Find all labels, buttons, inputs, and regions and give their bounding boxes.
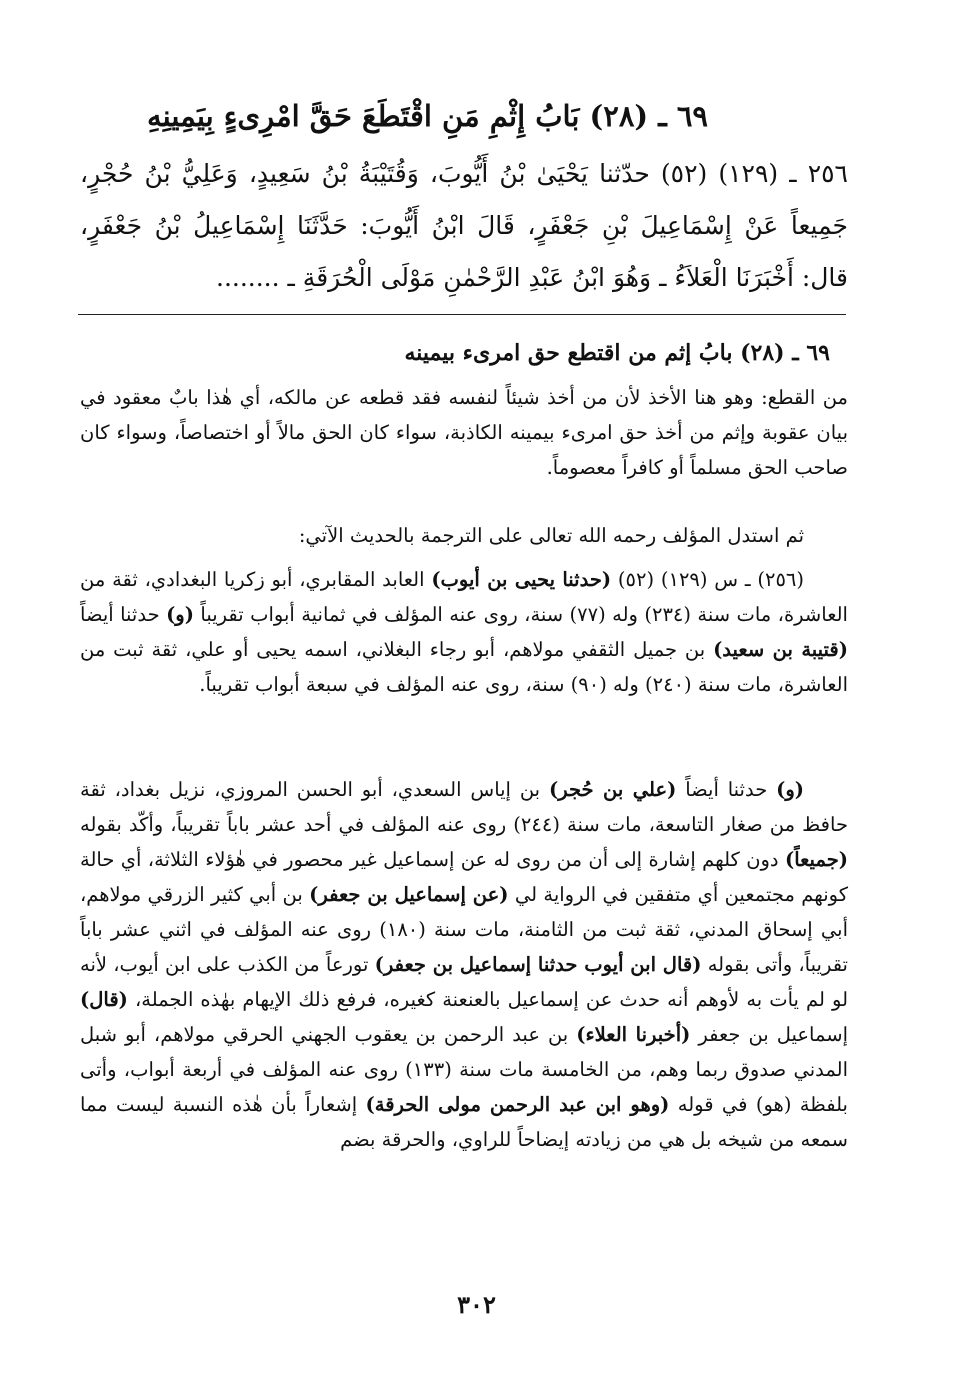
commentary-paragraph-2: ثم استدل المؤلف رحمه الله تعالى على الترجمة بالحديث الآتي:	[298, 524, 804, 547]
text-span: إسماعيل بن جعفر	[698, 1023, 849, 1046]
chapter-title: ٦٩ ـ (٢٨) بَابُ إِثْمِ مَنِ اقْتَطَعَ حَقَّ امْرِىءٍ بِيَمِينِهِ	[147, 99, 708, 133]
text-span: دون كلهم إشارة إلى أن من روى له عن إسماعيل غير محصور في هٰؤلاء الثلاثة، أي حالة كونهم مجتمعين أي متفقين في الرواية لي	[80, 848, 849, 906]
text-span: بن أبي كثير الزرقي مولاهم، أبي إسحاق المدني، ثقة ثبت من الثامنة، مات سنة (١٨٠) روى عنه المؤلف في اثني عشر باباً تقريباً، وأتى بقوله	[80, 883, 848, 976]
narrator-ismail: (عن إسماعيل بن جعفر)	[309, 883, 509, 906]
conjunction-wa: (و)	[776, 778, 805, 801]
text-span: تورعاً من الكذب على ابن أيوب، لأنه لو لم يأت به لأوهم أنه حدث عن إسماعيل بالعنعنة كغيره، فرفع ذلك الإيهام بهٰذه الجملة،	[80, 953, 849, 1011]
text-span: حدثنا أيضاً	[685, 778, 768, 801]
word-qal: (قال)	[80, 988, 128, 1011]
narrator-alaa: (أخبرنا العلاء)	[576, 1023, 691, 1046]
commentary-paragraph-3	[80, 562, 848, 702]
hadith-number-ref: (٢٥٦) ـ س (١٢٩) (٥٢)	[617, 568, 805, 591]
commentary-paragraph-1: من القطع: وهو هنا الأخذ لأن من أخذ شيئاً لنفسه فقد قطعه عن مالكه، أي هٰذا بابٌ معقود في بيان عقوبة وإثم من أخذ حق امرىء بيمينه الكاذبة، سواء كان الحق مالاً أو اختصاصاً، وسواء كان صاحب الحق مسلماً أو كافراً معصوماً.	[80, 386, 848, 479]
quote-mawla-huraqah: (وهو ابن عبد الرحمن مولى الحرقة)	[365, 1093, 670, 1116]
hadith-text: ٢٥٦ ـ (١٢٩) (٥٢) حدّثنا يَحْيَىٰ بْنُ أَيُّوبَ، وَقُتَيْبَةُ بْنُ سَعِيدٍ، وَعَلِيُّ بْنُ حُجْرٍ، جَمِيعاً عَنْ إِسْمَاعِيلَ بْنِ جَعْفَرٍ، قَالَ ابْنُ أَيُّوبَ: حَدَّثَنَا إِسْمَاعِيلُ بْنُ جَعْفَرٍ، قال: أَخْبَرَنَا الْعَلاَءُ ـ وَهُوَ ابْنُ عَبْدِ الرَّحْمٰنِ مَوْلَى الْحُرَقَةِ ـ ........	[80, 159, 848, 292]
commentary-paragraph-4	[80, 772, 848, 1157]
word-jamian: (جميعاً)	[784, 848, 848, 871]
text-span: العابد المقابري، أبو زكريا البغدادي، ثقة من العاشرة، مات سنة (٢٣٤) وله (٧٧) سنة، روى عنه المؤلف في ثمانية أبواب تقريباً	[80, 568, 848, 626]
quote-ibn-ayyub: (قال ابن أيوب حدثنا إسماعيل بن جعفر)	[374, 953, 702, 976]
narrator-qutaybah: (قتيبة بن سعيد)	[713, 638, 848, 661]
commentary-title: ٦٩ ـ (٢٨) بابُ إثم من اقتطع حق امرىء بيمينه	[404, 340, 830, 366]
narrator-ali-bin-hujr: (علي بن حُجر)	[548, 778, 677, 801]
narrator-yahya: (حدثنا يحيى بن أيوب)	[431, 568, 612, 591]
text-span: بن عبد الرحمن بن يعقوب الجهني الحرقي مولاهم، أبو شبل المدني صدوق ربما وهم، من الخامسة مات سنة (١٣٣) روى عنه المؤلف في أربعة أبواب، وأتى بلفظة (هو) في قوله	[80, 1023, 848, 1116]
text-span: حدثنا أيضاً	[80, 603, 160, 626]
page-number: ٣٠٢	[457, 1290, 496, 1319]
text-span: بن إياس السعدي، أبو الحسن المروزي، نزيل بغداد، ثقة حافظ من صغار التاسعة، مات سنة (٢٤٤) روى عنه المؤلف في أحد عشر باباً تقريباً، وأكّد بقوله	[80, 778, 848, 836]
section-divider	[78, 314, 846, 315]
text-span: بن جميل الثقفي مولاهم، أبو رجاء البغلاني، اسمه يحيى أو علي، ثقة ثبت من العاشرة، مات سنة (٢٤٠) وله (٩٠) سنة، روى عنه المؤلف في سبعة أبواب تقريباً.	[80, 638, 848, 696]
conjunction-wa: (و)	[166, 603, 194, 626]
text-span: إشعاراً بأن هٰذه النسبة ليست مما سمعه من شيخه بل هي من زيادته إيضاحاً للراوي، والحرقة بضم	[80, 1093, 848, 1151]
